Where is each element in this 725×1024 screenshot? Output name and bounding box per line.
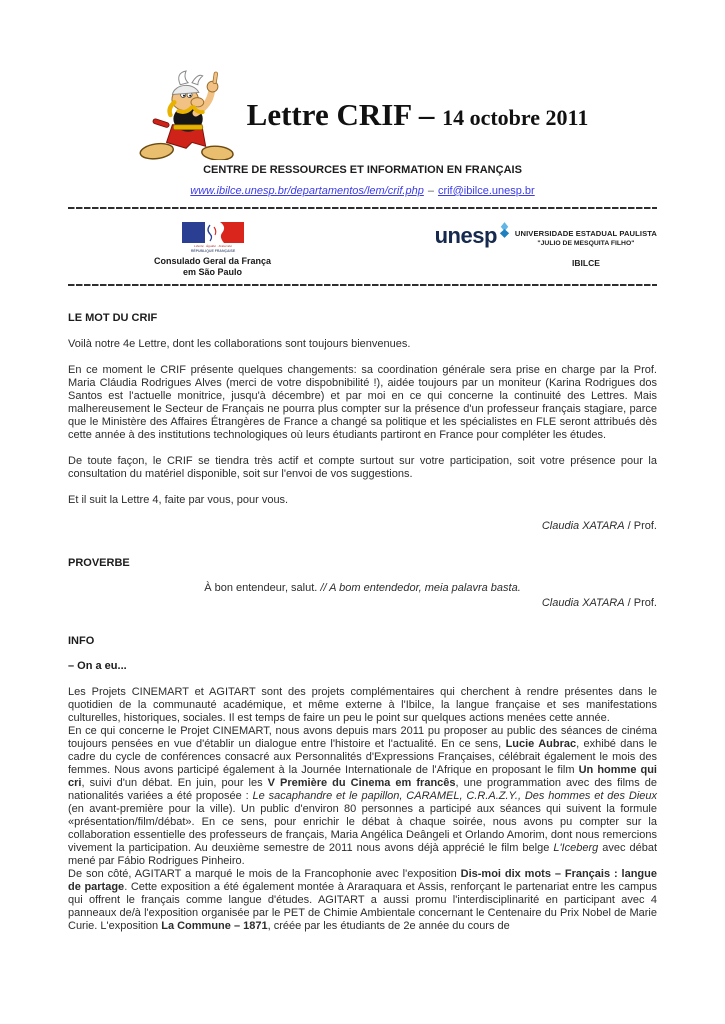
unesp-logo — [435, 222, 657, 268]
info-subheading: – On a eu... — [68, 660, 127, 672]
info-paragraph-3: De son côté, AGITART a marqué le mois de la Francophonie avec l'exposition Dis-moi dix mots – Français : langue de partage. Cette exposition a été également montée à Araraquara et Assis, renforçant le partenariat entre les campus qui offrent le français comme langue d'études. AGITART a aussi promu l'interdisciplinarité en participant avec 4 panneaux de/à l'exposition organisée par le PET de Chimie Ambientale concernant le Centenaire du Prix Nobel de Marie Curie. L'exposition La Commune – 1871, créée par les étudiants de 2e année du cours de — [68, 868, 657, 932]
signature-mot: Claudia XATARA / Prof. — [541, 520, 657, 532]
email-link[interactable]: crif@ibilce.unesp.br — [437, 185, 535, 197]
consulate-caption-line2: em São Paulo — [183, 267, 243, 278]
flag-republic-text: RÉPUBLIQUE FRANÇAISE — [190, 249, 235, 253]
mot-paragraph-2: En ce moment le CRIF présente quelques changements: sa coordination générale sera prise en charge par la Prof. Maria Cláudia Rodrigues Alves (merci de votre dispobnibilité !), aidée toujours par un moniteur (Karina Rodrigues dos Santos est l'actuelle monitrice, jusqu'à décembre) et par moi en ce qui concerne la continuité des Lettres. Mais malhereusement le Secteur de Français ne pourra plus compter sur la présence d'un professeur français stagiare, parce que le Ministère des Affaires Étrangères de France a changé sa politique et les spécialistes en FLE seront attribués dès cette année à des institutions technologiques où leurs étudiants partiront en France pour compléter les études. — [68, 364, 657, 441]
info-paragraph-2: En ce qui concerne le Projet CINEMART, nous avons depuis mars 2011 pu proposer au public des séances de cinéma toujours pensées en vue d'établir un dialogue entre l'histoire et l'actualité. En ce sens, Lucie Aubrac, exhibé dans le cadre du cycle de conférences consacré aux Personnalités d'Expressions Françaises, célébrait également le mois des femmes. Nous avons participé également à la Journée Internationale de l'Afrique en proposant le film Un homme qui cri, suivi d'un débat. En juin, pour les V Première du Cinema em francês, une programmation avec des films de nationalités variées a été proposée : Le sacaphandre et le papillon, CARAMEL, C.R.A.Z.Y., Des hommes et des Dieux (en avant-première pour la ville). Un public d'environ 80 personnes a participé aux séances qui suivent la formule «présentation/film/débat». En ce sens, pour enrichir le débat à chaque soirée, nous avons pu compter sur la collaboration essentielle des professeurs de français, Maria Angélica Deângeli et Orlando Amorim, dont nous remercions vivement la participation. Au deuxième semestre de 2011 nous avons déjà apprécié le film belge L'Iceberg avec débat mené par Fábio Rodrigues Pinheiro. — [68, 725, 658, 867]
section-heading-mot: LE MOT DU CRIF — [68, 312, 158, 324]
page-title-main: Lettre CRIF – — [246, 97, 443, 132]
mot-paragraph-1: Voilà notre 4e Lettre, dont les collaborations sont toujours bienvenues. — [68, 338, 411, 350]
section-heading-info: INFO — [68, 635, 95, 647]
mot-paragraph-4: Et il suit la Lettre 4, faite par vous, pour vous. — [68, 494, 289, 506]
consulate-caption-line1: Consulado Geral da França — [154, 256, 272, 266]
unesp-wordmark: unesp — [434, 223, 497, 248]
unesp-text-block — [515, 229, 657, 268]
contact-links — [68, 185, 657, 197]
website-link[interactable]: www.ibilce.unesp.br/departamentos/lem/crif.php — [190, 185, 424, 197]
link-separator: – — [427, 185, 434, 197]
logos-row — [68, 222, 657, 280]
section-heading-proverbe: PROVERBE — [68, 557, 130, 569]
unesp-university-name: UNIVERSIDADE ESTADUAL PAULISTA — [514, 229, 657, 238]
separator-line — [68, 207, 657, 209]
newsletter-header — [68, 70, 657, 160]
unesp-block — [435, 222, 657, 268]
asterix-mascot-image — [137, 70, 245, 160]
flag-motto-text: Liberté · Égalité · Fraternité — [193, 244, 232, 248]
unesp-unit-name: IBILCE — [572, 258, 600, 268]
signature-proverbe: Claudia XATARA / Prof. — [541, 597, 657, 609]
page-title — [247, 97, 589, 133]
mot-paragraph-3: De toute façon, le CRIF se tiendra très actif et compte surtout sur votre participation, soit votre présence pour la consultation du matériel disponible, soit sur l'envoi de vos suggestions. — [68, 455, 657, 480]
organization-name: CENTRE DE RESSOURCES ET INFORMATION EN FRANÇAIS — [203, 164, 522, 176]
separator-line — [68, 284, 657, 286]
france-marianne-logo — [181, 222, 245, 255]
unesp-university-subname: "JULIO DE MESQUITA FILHO" — [537, 240, 635, 247]
consulate-caption — [154, 256, 271, 279]
french-consulate-block — [154, 222, 271, 279]
unesp-diamond-icon — [498, 222, 511, 239]
proverb-text: À bon entendeur, salut. // A bom entendedor, meia palavra basta. — [204, 582, 521, 594]
info-paragraph-1: Les Projets CINEMART et AGITART sont des projets complémentaires qui cherchent à rendre présentes dans le quotidien de la communauté académique, et même externe à l'Ibilce, la langue française et ses manifestations culturelles, historiques, sociales. Il est temps de faire un peu le point sur quelques actions menées cette année. — [68, 686, 657, 724]
page-title-date: 14 octobre 2011 — [442, 105, 589, 130]
